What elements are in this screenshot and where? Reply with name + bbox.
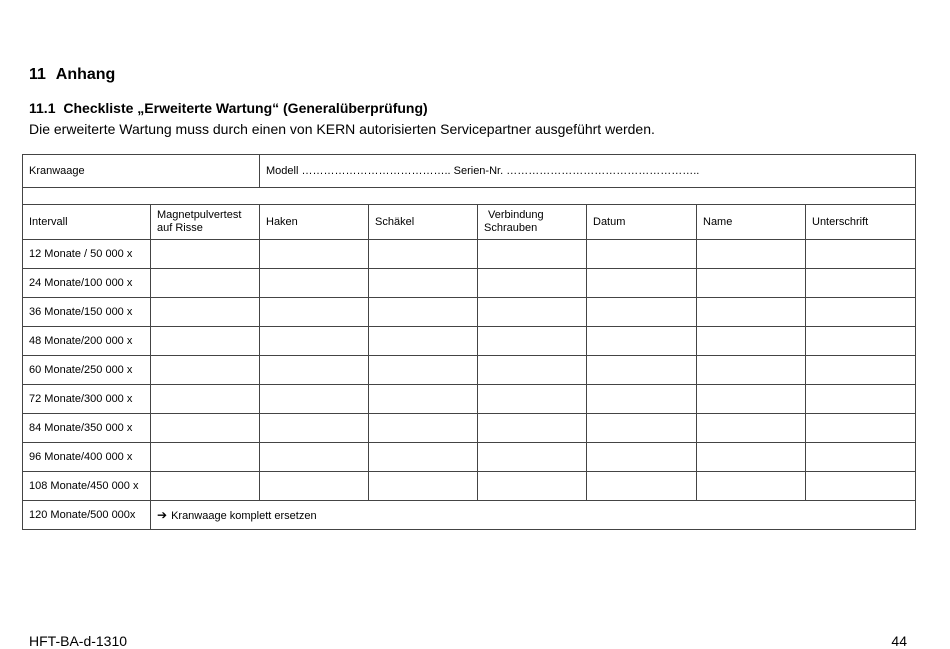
checklist-entry-cell[interactable]	[697, 414, 806, 443]
checklist-entry-cell[interactable]	[369, 327, 478, 356]
checklist-entry-cell[interactable]	[369, 472, 478, 501]
checklist-entry-cell[interactable]	[806, 356, 916, 385]
table-row	[23, 472, 916, 501]
header-magnet-line2: auf Risse	[157, 222, 203, 234]
checklist-entry-cell[interactable]	[478, 240, 587, 269]
blank-row	[23, 188, 916, 205]
checklist-entry-cell[interactable]	[151, 472, 260, 501]
checklist-entry-cell[interactable]	[478, 327, 587, 356]
checklist-entry-cell[interactable]	[260, 414, 369, 443]
header-magnet	[151, 205, 260, 240]
checklist-entry-cell[interactable]	[697, 298, 806, 327]
section-number: 11.1	[29, 100, 56, 116]
checklist-entry-cell[interactable]	[151, 385, 260, 414]
header-name: Name	[697, 205, 806, 240]
arrow-right-icon: ➔	[157, 508, 168, 522]
checklist-entry-cell[interactable]	[478, 269, 587, 298]
checklist-entry-cell[interactable]	[587, 240, 697, 269]
header-verbindung-line1: Verbindung	[488, 209, 544, 221]
checklist-entry-cell[interactable]	[697, 269, 806, 298]
checklist-entry-cell[interactable]	[587, 414, 697, 443]
table-row	[23, 269, 916, 298]
footer-doc-id: HFT-BA-d-1310	[29, 633, 128, 649]
header-row	[23, 205, 916, 240]
checklist-entry-cell[interactable]	[478, 443, 587, 472]
checklist-entry-cell[interactable]	[260, 298, 369, 327]
chapter-title: Anhang	[55, 66, 116, 83]
interval-cell: 24 Monate/100 000 x	[23, 269, 151, 298]
section-title: Checkliste „Erweiterte Wartung“ (Generalüberprüfung)	[63, 100, 428, 116]
checklist-entry-cell[interactable]	[260, 240, 369, 269]
kranwaage-cell: Kranwaage	[23, 155, 260, 188]
interval-cell: 72 Monate/300 000 x	[23, 385, 151, 414]
checklist-entry-cell[interactable]	[478, 385, 587, 414]
checklist-entry-cell[interactable]	[369, 269, 478, 298]
checklist-entry-cell[interactable]	[697, 240, 806, 269]
interval-cell: 120 Monate/500 000x	[23, 501, 151, 530]
checklist-entry-cell[interactable]	[806, 472, 916, 501]
checklist-entry-cell[interactable]	[260, 269, 369, 298]
checklist-entry-cell[interactable]	[806, 298, 916, 327]
checklist-entry-cell[interactable]	[151, 327, 260, 356]
checklist-entry-cell[interactable]	[151, 443, 260, 472]
checklist-entry-cell[interactable]	[697, 356, 806, 385]
checklist-entry-cell[interactable]	[369, 240, 478, 269]
checklist-entry-cell[interactable]	[260, 472, 369, 501]
model-serial-cell: Modell ………………………………….. Serien-Nr. ……………………………………………..	[260, 155, 916, 188]
table-row	[23, 327, 916, 356]
header-intervall: Intervall	[23, 205, 151, 240]
checklist-entry-cell[interactable]	[697, 327, 806, 356]
checklist-entry-cell[interactable]	[587, 356, 697, 385]
checklist-entry-cell[interactable]	[587, 443, 697, 472]
table-row	[23, 240, 916, 269]
checklist-entry-cell[interactable]	[151, 269, 260, 298]
checklist-entry-cell[interactable]	[151, 240, 260, 269]
checklist-entry-cell[interactable]	[151, 414, 260, 443]
checklist-entry-cell[interactable]	[478, 298, 587, 327]
checklist-entry-cell[interactable]	[697, 443, 806, 472]
checklist-entry-cell[interactable]	[478, 414, 587, 443]
checklist-entry-cell[interactable]	[587, 385, 697, 414]
checklist-entry-cell[interactable]	[260, 385, 369, 414]
checklist-entry-cell[interactable]	[587, 327, 697, 356]
checklist-entry-cell[interactable]	[478, 472, 587, 501]
intro-text: Die erweiterte Wartung muss durch einen von KERN autorisierten Servicepartner ausgeführt werden.	[29, 121, 655, 137]
table-row	[23, 356, 916, 385]
header-magnet-line1: Magnetpulvertest	[157, 209, 242, 221]
checklist-entry-cell[interactable]	[587, 298, 697, 327]
section-heading	[29, 100, 428, 116]
chapter-heading	[29, 66, 115, 84]
checklist-entry-cell[interactable]	[697, 385, 806, 414]
interval-cell: 12 Monate / 50 000 x	[23, 240, 151, 269]
table-row	[23, 443, 916, 472]
header-verbindung	[478, 205, 587, 240]
replace-note-cell	[151, 501, 916, 530]
header-unterschrift: Unterschrift	[806, 205, 916, 240]
table-row	[23, 298, 916, 327]
replace-note-text: Kranwaage komplett ersetzen	[171, 510, 317, 522]
checklist-entry-cell[interactable]	[587, 472, 697, 501]
checklist-entry-cell[interactable]	[369, 356, 478, 385]
checklist-entry-cell[interactable]	[697, 472, 806, 501]
checklist-entry-cell[interactable]	[587, 269, 697, 298]
interval-cell: 108 Monate/450 000 x	[23, 472, 151, 501]
checklist-entry-cell[interactable]	[806, 269, 916, 298]
header-verbindung-line2: Schrauben	[484, 222, 538, 234]
chapter-number: 11	[29, 66, 46, 83]
checklist-table	[22, 154, 916, 530]
interval-cell: 36 Monate/150 000 x	[23, 298, 151, 327]
checklist-entry-cell[interactable]	[806, 443, 916, 472]
checklist-entry-cell[interactable]	[369, 385, 478, 414]
header-haken: Haken	[260, 205, 369, 240]
checklist-entry-cell[interactable]	[151, 356, 260, 385]
checklist-entry-cell[interactable]	[369, 298, 478, 327]
checklist-entry-cell[interactable]	[806, 385, 916, 414]
checklist-entry-cell[interactable]	[151, 298, 260, 327]
table-row	[23, 414, 916, 443]
interval-cell: 60 Monate/250 000 x	[23, 356, 151, 385]
header-datum: Datum	[587, 205, 697, 240]
checklist-entry-cell[interactable]	[369, 414, 478, 443]
interval-cell: 96 Monate/400 000 x	[23, 443, 151, 472]
footer-page-number: 44	[891, 633, 907, 649]
checklist-entry-cell[interactable]	[260, 443, 369, 472]
checklist-entry-cell[interactable]	[806, 240, 916, 269]
header-schaekel: Schäkel	[369, 205, 478, 240]
blank-cell	[23, 188, 916, 205]
checklist-entry-cell[interactable]	[806, 327, 916, 356]
table-row	[23, 385, 916, 414]
interval-cell: 48 Monate/200 000 x	[23, 327, 151, 356]
checklist-entry-cell[interactable]	[260, 327, 369, 356]
checklist-entry-cell[interactable]	[260, 356, 369, 385]
table-top-row	[23, 155, 916, 188]
checklist-entry-cell[interactable]	[478, 356, 587, 385]
interval-cell: 84 Monate/350 000 x	[23, 414, 151, 443]
table-row-final	[23, 501, 916, 530]
checklist-entry-cell[interactable]	[369, 443, 478, 472]
checklist-entry-cell[interactable]	[806, 414, 916, 443]
